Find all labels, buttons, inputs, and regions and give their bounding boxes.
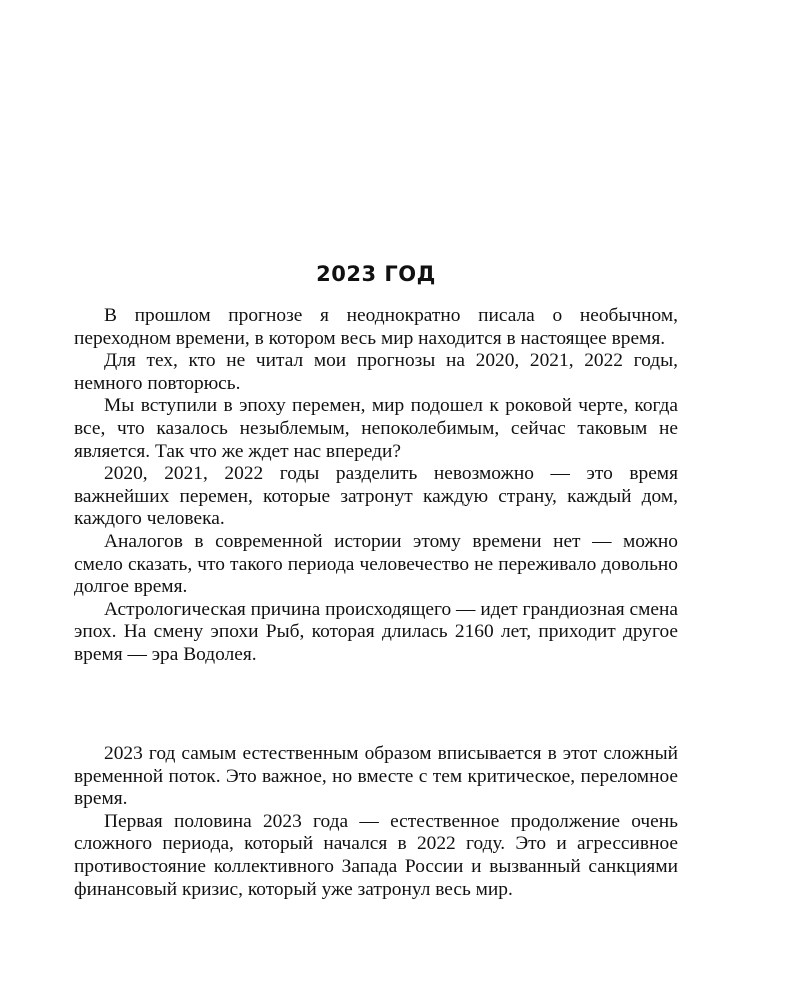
paragraph: Для тех, кто не читал мои прогнозы на 2020, 2021, 2022 годы, немного повторюсь.	[74, 350, 678, 394]
paragraph: Астрологическая причина происходящего — идет грандиозная смена эпох. На смену эпохи Рыб, которая длилась 2160 лет, приходит другое время — эра Водолея.	[74, 598, 678, 665]
paragraph: 2023 год самым естественным образом вписывается в этот сложный временной поток. Это важное, но вместе с тем критическое, переломное время.	[74, 743, 678, 810]
text-block-intro	[74, 305, 678, 667]
chapter-title: 2023 ГОД	[316, 262, 436, 286]
paragraph: Мы вступили в эпоху перемен, мир подошел к роковой черте, когда все, что казалось незыблемым, непоколебимым, сейчас таковым не является. Так что же ждет нас впереди?	[74, 395, 678, 462]
paragraph: 2020, 2021, 2022 годы разделить невозможно — это время важнейших перемен, которые затронут каждую страну, каждый дом, каждого человека.	[74, 463, 678, 530]
paragraph: Первая половина 2023 года — естественное продолжение очень сложного периода, который начался в 2022 году. Это и агрессивное противостояние коллективного Запада России и вызванный санкциями финансовый кризис, который уже затронул весь мир.	[74, 810, 678, 900]
paragraph: Аналогов в современной истории этому времени нет — можно смело сказать, что такого периода человечество не переживало довольно долгое время.	[74, 530, 678, 598]
paragraph: В прошлом прогнозе я неоднократно писала о необычном, переходном времени, в котором весь мир находится в настоящее время.	[74, 305, 678, 349]
text-block-2023	[74, 743, 678, 901]
